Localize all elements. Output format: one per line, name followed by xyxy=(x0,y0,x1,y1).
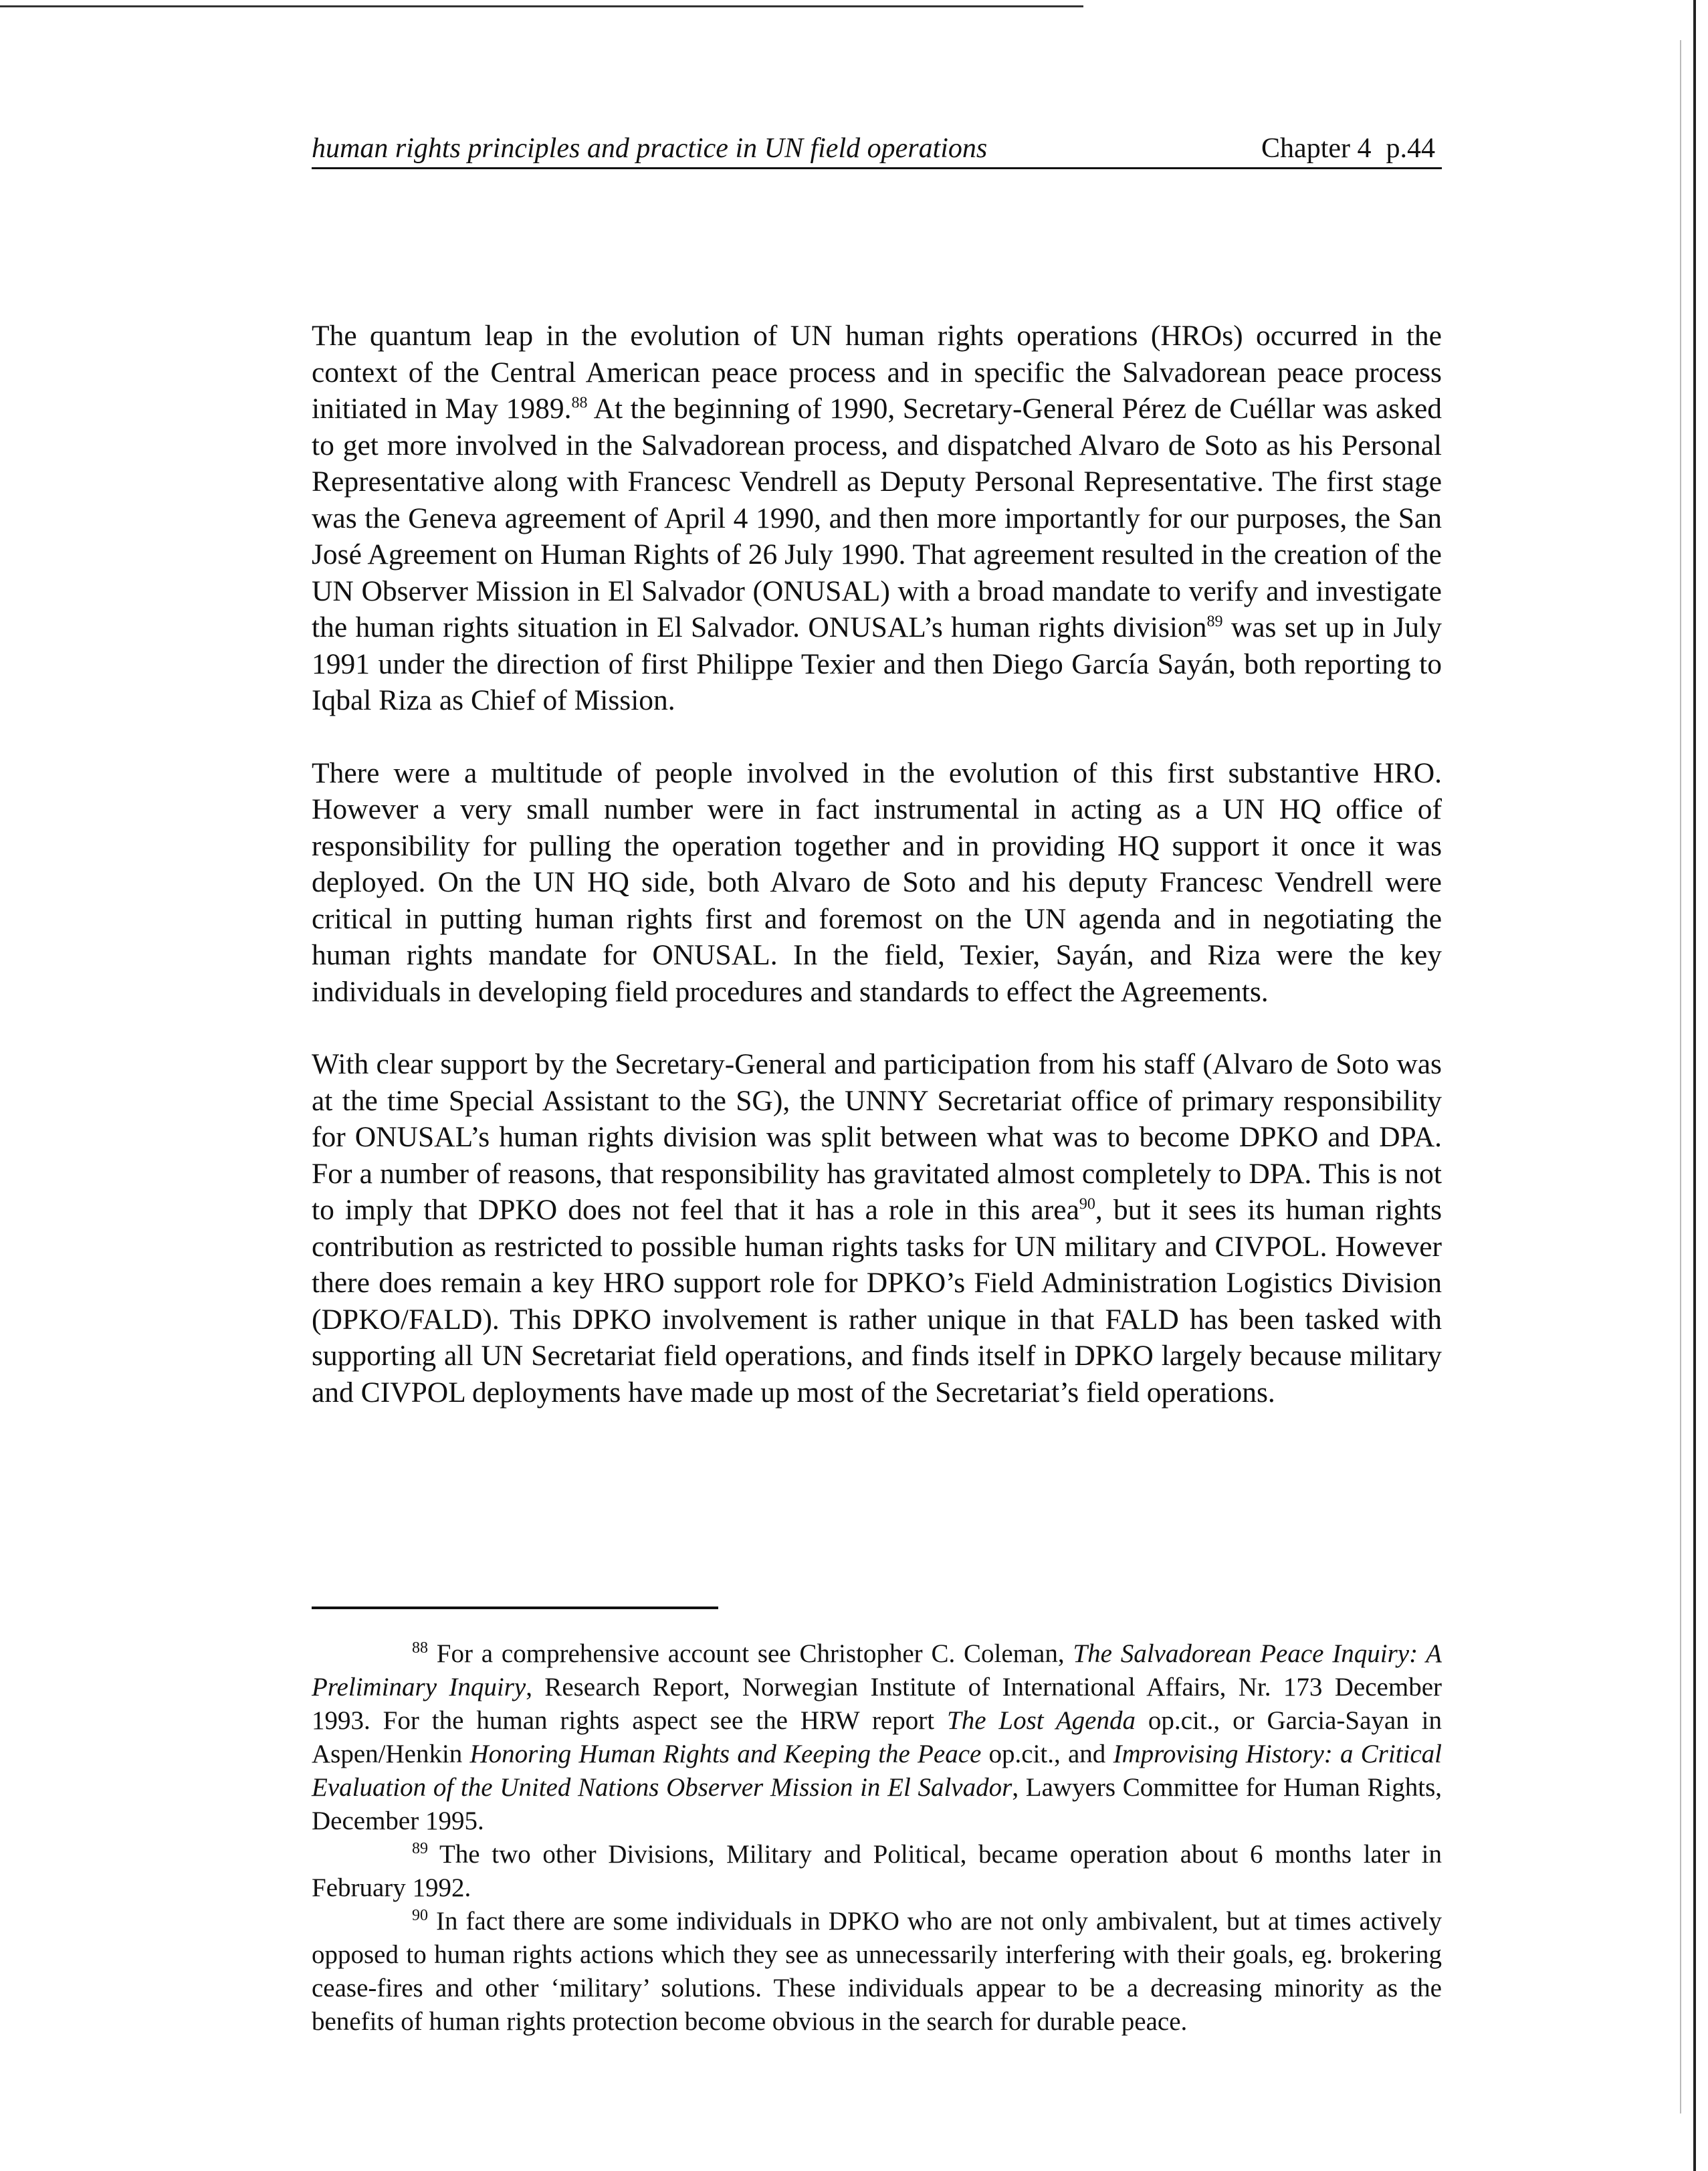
header-title: human rights principles and practice in UN field operations xyxy=(312,133,988,164)
footnote-88-italic-4: Improvising History: a Critical Evaluation of the United Nations Observer Mission in El Salvador xyxy=(312,1740,1442,1802)
paragraph-3 xyxy=(312,1046,1442,1411)
scan-right-edge-shadow xyxy=(1680,40,1681,2113)
footnote-88-text-2: , Research Report, Norwegian Institute of International Affairs, Nr. 173 December 1993. For the human rights aspect see the HRW report xyxy=(312,1673,1442,1735)
footnote-88 xyxy=(312,1637,1442,1838)
footnote-separator xyxy=(312,1607,718,1609)
footnote-89-text: The two other Divisions, Military and Political, became operation about 6 months later in February 1992. xyxy=(312,1840,1442,1902)
paragraph-1 xyxy=(312,318,1442,719)
header-chapter: Chapter 4 xyxy=(1261,133,1372,164)
footnote-88-text-5: , Lawyers Committee for Human Rights, December 1995. xyxy=(312,1773,1442,1835)
running-header xyxy=(312,120,1442,169)
header-page-info xyxy=(1261,132,1435,165)
body-text xyxy=(312,318,1442,1411)
footnote-88-italic-1: The Salvadorean Peace Inquiry: A Preliminary Inquiry xyxy=(312,1639,1442,1701)
footnote-88-italic-2: The Lost Agenda xyxy=(947,1706,1136,1735)
footnote-88-text-1: For a comprehensive account see Christopher C. Coleman, xyxy=(428,1639,1073,1668)
footnotes xyxy=(312,1637,1442,2039)
paragraph-3-part-2: , but it sees its human rights contribution as restricted to possible human rights tasks for UN military and CIVPOL. However there does remain a key HRO support role for DPKO’s Field Administration Logistics Division (DPKO/FALD). This DPKO involvement is rather unique in that FALD has been tasked with supporting all UN Secretariat field operations, and finds itself in DPKO largely because military and CIVPOL deployments have made up most of the Secretariat’s field operations. xyxy=(312,1194,1443,1409)
footnote-88-text-3: op.cit., or Garcia-Sayan in Aspen/Henkin xyxy=(312,1706,1442,1768)
paragraph-2: There were a multitude of people involved in the evolution of this first substantive HRO. However a very small number were in fact instrumental in acting as a UN HQ office of responsibility for pulling the operation together and in providing HQ support it once it was deployed. On the UN HQ side, both Alvaro de Soto and his deputy Francesc Vendrell were critical in putting human rights first and foremost on the UN agenda and in negotiating the human rights mandate for ONUSAL. In the field, Texier, Sayán, and Riza were the key individuals in developing field procedures and standards to effect the Agreements. xyxy=(312,756,1442,1008)
footnote-number-89: 89 xyxy=(412,1840,428,1857)
paragraph-1-part-3: was set up in July 1991 under the direction of first Philippe Texier and then Diego García Sayán, both reporting to Iqbal Riza as Chief of Mission. xyxy=(312,611,1442,716)
paragraph-3-part-1: With clear support by the Secretary-General and participation from his staff (Alvaro de Soto was at the time Special Assistant to the SG), the UNNY Secretariat office of primary responsibility for ONUSAL’s human rights division was split between what was to become DPKO and DPA. For a number of reasons, that responsibility has gravitated almost completely to DPA. This is not to imply that DPKO does not feel that it has a role in this area xyxy=(312,1048,1442,1226)
footnote-90 xyxy=(312,1905,1442,2039)
footnote-89 xyxy=(312,1838,1442,1905)
scan-right-edge xyxy=(1693,0,1696,2171)
header-page-number: p.44 xyxy=(1386,133,1435,164)
paragraph-1-part-2: At the beginning of 1990, Secretary-General Pérez de Cuéllar was asked to get more involved in the Salvadorean process, and dispatched Alvaro de Soto as his Personal Representative along with Francesc Vendrell as Deputy Personal Representative. The first stage was the Geneva agreement of April 4 1990, and then more importantly for our purposes, the San José Agreement on Human Rights of 26 July 1990. That agreement resulted in the creation of the UN Observer Mission in El Salvador (ONUSAL) with a broad mandate to verify and investigate the human rights situation in El Salvador. ONUSAL’s human rights division xyxy=(312,393,1443,643)
document-page xyxy=(312,120,1442,1447)
footnote-ref-90: 90 xyxy=(1079,1195,1095,1213)
footnote-ref-88: 88 xyxy=(571,394,588,412)
footnote-88-text-4: op.cit., and xyxy=(981,1740,1113,1768)
footnote-88-italic-3: Honoring Human Rights and Keeping the Peace xyxy=(469,1740,982,1768)
footnote-number-90: 90 xyxy=(412,1907,428,1924)
footnote-ref-89: 89 xyxy=(1206,613,1223,631)
scan-top-edge-line xyxy=(0,5,1083,7)
footnote-number-88: 88 xyxy=(412,1639,428,1657)
paragraph-1-part-1: The quantum leap in the evolution of UN human rights operations (HROs) occurred in the context of the Central American peace process and in specific the Salvadorean peace process initiated in May 1989. xyxy=(312,320,1442,425)
footnote-90-text: In fact there are some individuals in DPKO who are not only ambivalent, but at times actively opposed to human rights actions which they see as unnecessarily interfering with their goals, eg. brokering cease-fires and other ‘military’ solutions. These individuals appear to be a decreasing minority as the benefits of human rights protection become obvious in the search for durable peace. xyxy=(312,1907,1442,2036)
